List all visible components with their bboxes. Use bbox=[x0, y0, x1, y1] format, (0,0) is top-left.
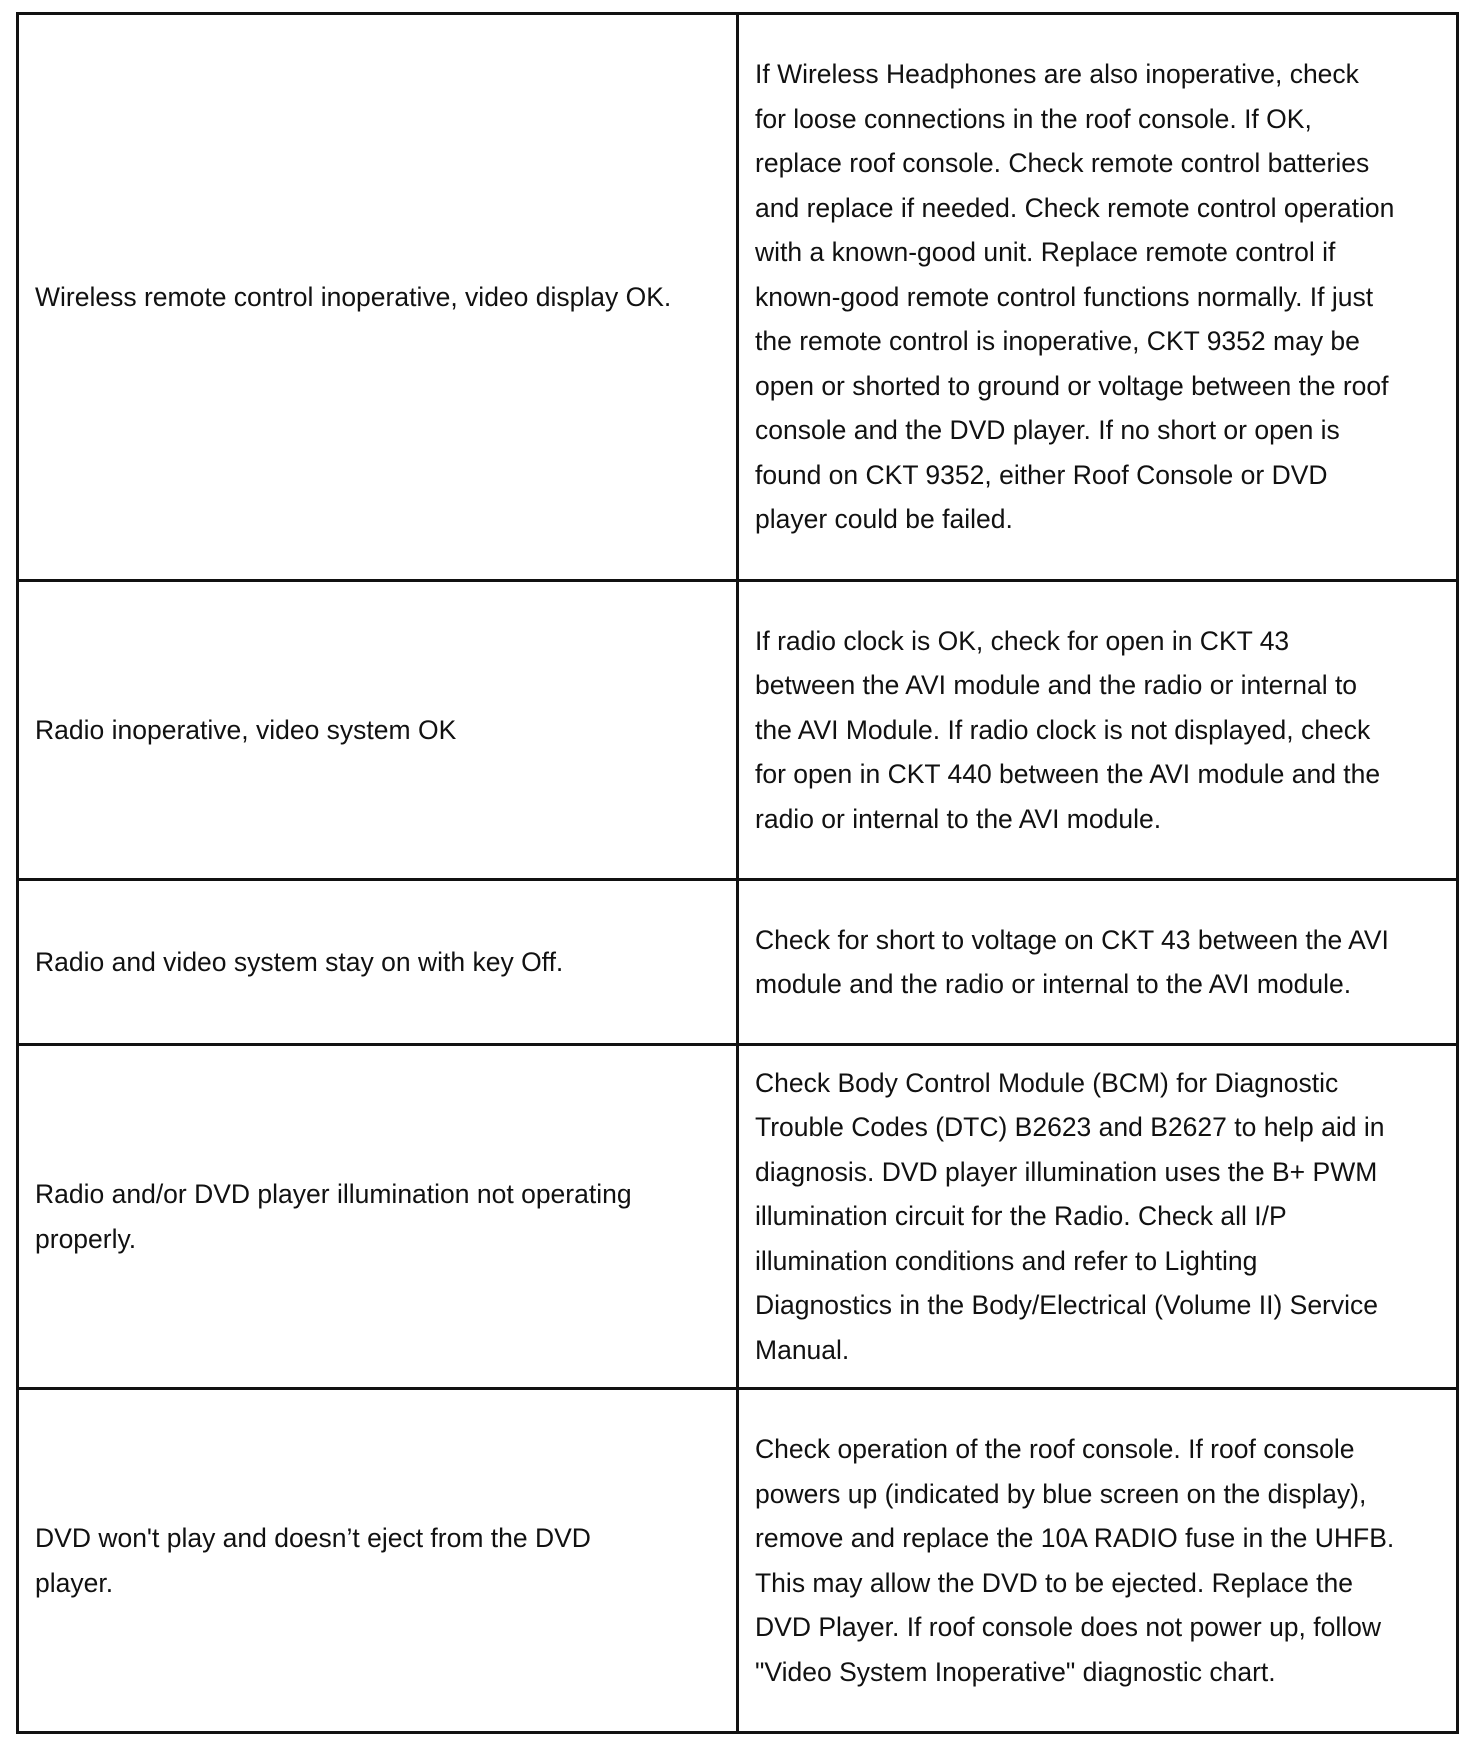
action-cell: Check Body Control Module (BCM) for Diagnostic Trouble Codes (DTC) B2623 and B2627 to help aid in diagnosis. DVD player illumination uses the B+ PWM illumination circuit for the Radio. Check all I/P illumination conditions and refer to Lighting Diagnostics in the Body/Electrical (Volume II) Service Manual. bbox=[738, 1045, 1458, 1389]
table-row bbox=[18, 1045, 1458, 1389]
symptom-cell: Radio and/or DVD player illumination not operating properly. bbox=[18, 1045, 738, 1389]
action-cell: Check operation of the roof console. If roof console powers up (indicated by blue screen on the display), remove and replace the 10A RADIO fuse in the UHFB. This may allow the DVD to be ejected. Replace the DVD Player. If roof console does not power up, follow "Video System Inoperative" diagnostic chart. bbox=[738, 1389, 1458, 1733]
table-row bbox=[18, 1389, 1458, 1733]
table-row bbox=[18, 14, 1458, 581]
symptom-cell: Wireless remote control inoperative, video display OK. bbox=[18, 14, 738, 581]
action-cell: If Wireless Headphones are also inoperative, check for loose connections in the roof console. If OK, replace roof console. Check remote control batteries and replace if needed. Check remote control operation with a known-good unit. Replace remote control if known-good remote control functions normally. If just the remote control is inoperative, CKT 9352 may be open or shorted to ground or voltage between the roof console and the DVD player. If no short or open is found on CKT 9352, either Roof Console or DVD player could be failed. bbox=[738, 14, 1458, 581]
table-row bbox=[18, 581, 1458, 880]
action-cell: Check for short to voltage on CKT 43 between the AVI module and the radio or internal to the AVI module. bbox=[738, 880, 1458, 1045]
symptom-cell: Radio and video system stay on with key Off. bbox=[18, 880, 738, 1045]
action-cell: If radio clock is OK, check for open in CKT 43 between the AVI module and the radio or internal to the AVI Module. If radio clock is not displayed, check for open in CKT 440 between the AVI module and the radio or internal to the AVI module. bbox=[738, 581, 1458, 880]
diagnosis-table bbox=[16, 12, 1459, 1734]
table-row bbox=[18, 880, 1458, 1045]
symptom-cell: Radio inoperative, video system OK bbox=[18, 581, 738, 880]
symptom-cell: DVD won't play and doesn’t eject from the DVD player. bbox=[18, 1389, 738, 1733]
